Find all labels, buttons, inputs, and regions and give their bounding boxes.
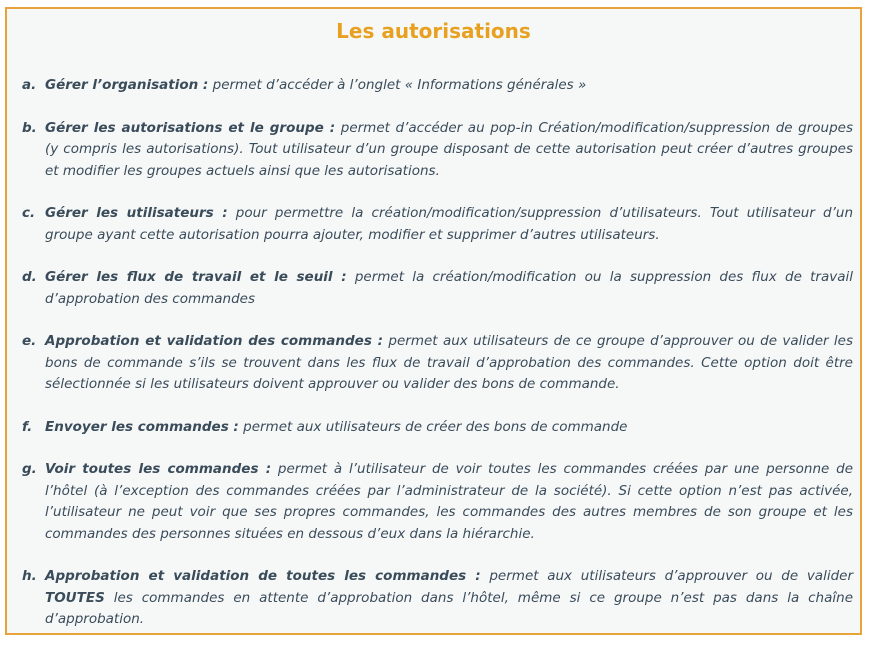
permission-term: Approbation et validation des commandes : bbox=[45, 333, 384, 349]
permission-emphasis: TOUTES bbox=[45, 589, 105, 606]
permission-description-continued: les commandes en attente d’approbation dans l’hôtel, même si ce groupe n’est pas dans la chaîne d’approbation. bbox=[45, 589, 853, 627]
list-marker: b. bbox=[22, 119, 37, 136]
permission-description: permet d’accéder au pop-in Création/modification/suppression de groupes (y compris les autorisations). Tout utilisateur d’un groupe disposant de cette autorisation peut créer d’autres groupes et modifier les groupes actuels ainsi que les autorisations. bbox=[45, 119, 853, 179]
permission-term: Envoyer les commandes : bbox=[45, 418, 239, 435]
list-item-e bbox=[20, 331, 853, 396]
permission-term: Gérer les flux de travail et le seuil : bbox=[45, 269, 347, 285]
list-marker: h. bbox=[22, 568, 37, 584]
list-item-g bbox=[20, 459, 853, 545]
list-marker: d. bbox=[22, 269, 37, 285]
permission-description: permet aux utilisateurs d’approuver ou de valider bbox=[480, 568, 854, 584]
list-item-d bbox=[20, 267, 853, 310]
permission-description: permet à l’utilisateur de voir toutes les commandes créées par une personne de l’hôtel (à l’exception des commandes créées par l’administrateur de la société). Si cette option n’est pas activée, l’utilisateur ne peut voir que ses propres commandes, les commandes des autres membres de son groupe et les commandes des personnes situées en dessous d’eux dans la hiérarchie. bbox=[45, 461, 853, 542]
page-title: Les autorisations bbox=[336, 19, 531, 43]
permission-term: Gérer l’organisation : bbox=[45, 77, 209, 93]
permission-description: permet d’accéder à l’onglet « Informations générales » bbox=[208, 77, 587, 93]
permission-term: Gérer les autorisations et le groupe : bbox=[45, 119, 336, 136]
list-marker: c. bbox=[22, 205, 36, 221]
list-item-h bbox=[20, 566, 853, 631]
permission-description: permet la création/modification ou la suppression des flux de travail d’approbation des commandes bbox=[45, 269, 853, 307]
list-item-c bbox=[20, 203, 853, 246]
list-marker: f. bbox=[22, 418, 33, 435]
list-marker: a. bbox=[22, 77, 37, 93]
permission-description: pour permettre la création/modification/suppression d’utilisateurs. Tout utilisateur d’un groupe ayant cette autorisation pourra ajouter, modifier et supprimer d’autres utilisateurs. bbox=[45, 205, 853, 243]
permission-description: permet aux utilisateurs de créer des bons de commande bbox=[238, 418, 628, 435]
permission-term: Gérer les utilisateurs : bbox=[45, 205, 228, 221]
list-item-b bbox=[20, 118, 853, 183]
permission-description: permet aux utilisateurs de ce groupe d’approuver ou de valider les bons de commande s’ils se trouvent dans les flux de travail d’approbation des commandes. Cette option doit être sélectionnée si les utilisateurs doivent approuver ou valider des bons de commande. bbox=[45, 333, 853, 392]
list-item-f bbox=[20, 417, 853, 439]
list-item-a bbox=[20, 75, 853, 97]
permissions-panel bbox=[5, 7, 862, 635]
list-marker: e. bbox=[22, 333, 37, 349]
permission-term: Voir toutes les commandes : bbox=[45, 461, 272, 477]
permission-term: Approbation et validation de toutes les commandes : bbox=[45, 568, 481, 584]
list-marker: g. bbox=[22, 461, 37, 477]
permissions-list bbox=[20, 75, 853, 652]
